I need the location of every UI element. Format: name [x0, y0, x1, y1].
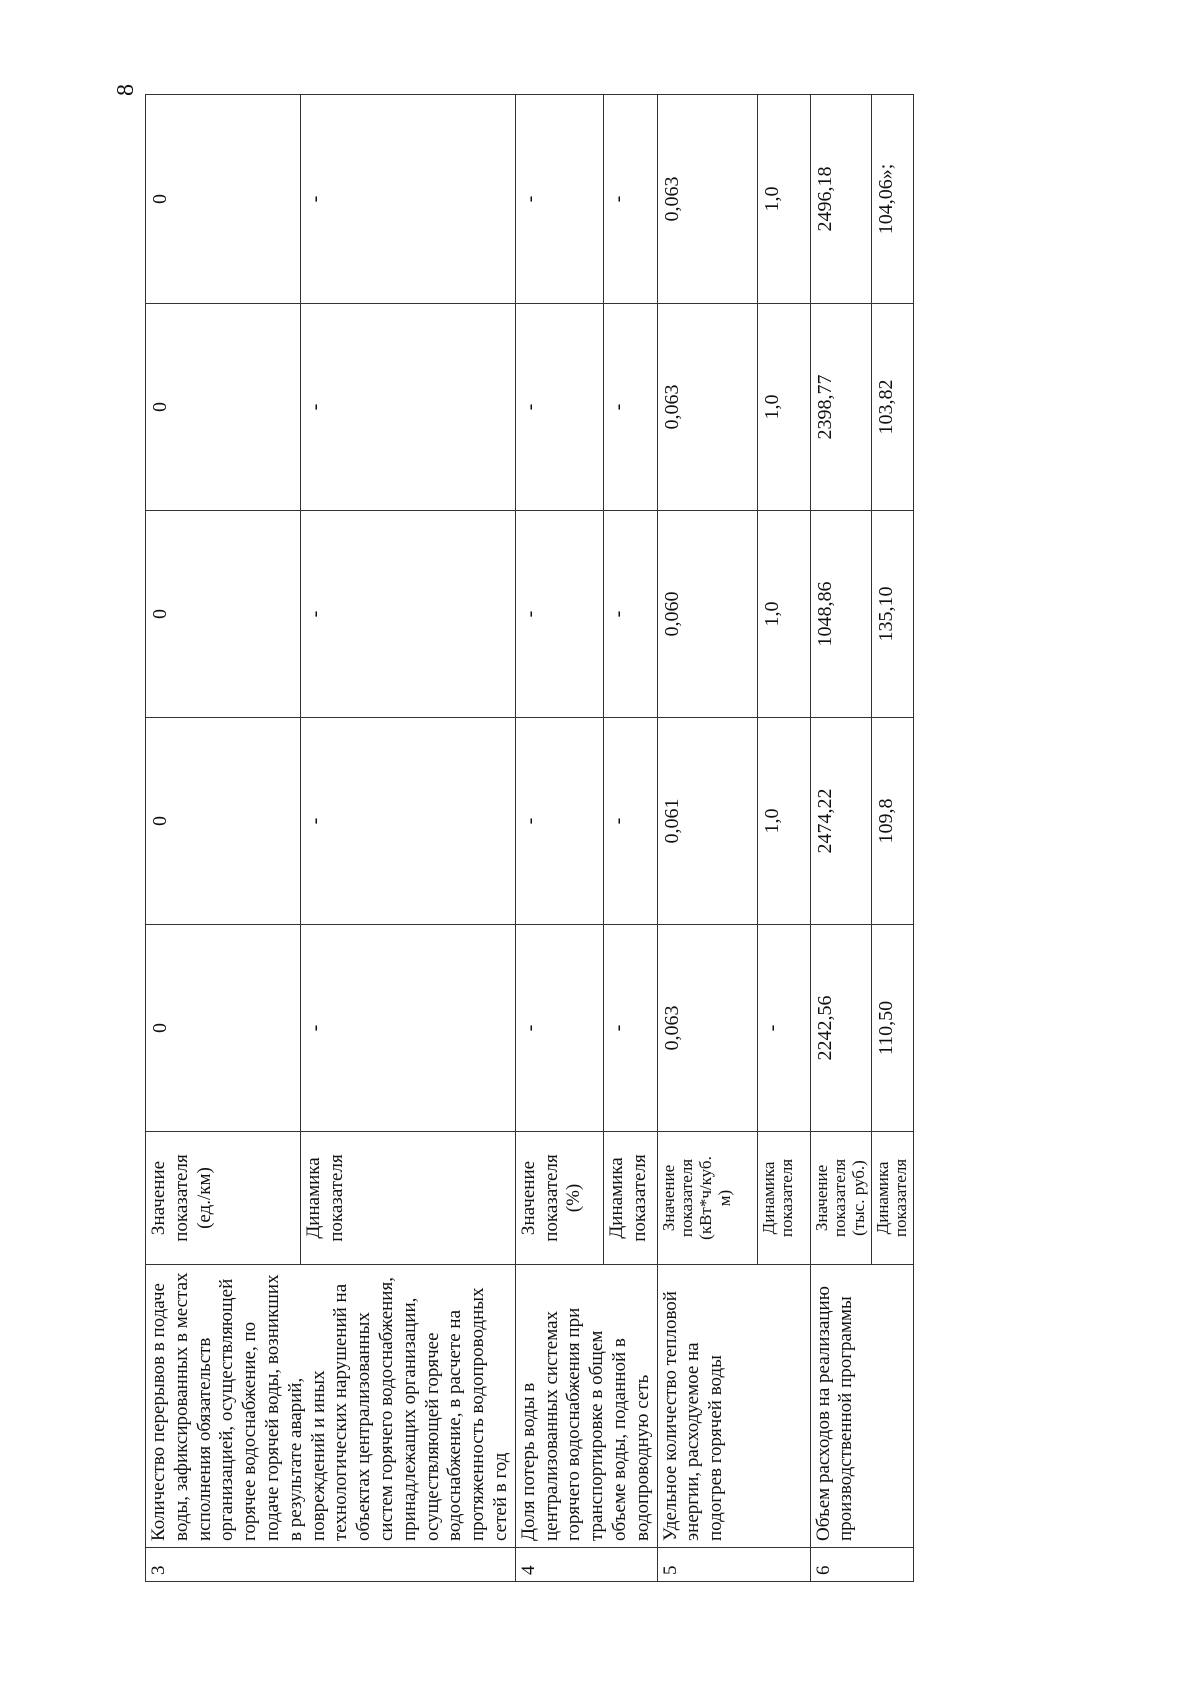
indicator-name: Доля потерь воды в централизованных системах горячего водоснабжения при транспортировке в общем объеме воды, поданной в водопроводную сеть [515, 1265, 657, 1548]
label-text: Значение показателя (тыс. руб.) [811, 1158, 868, 1238]
table-body [146, 95, 914, 1582]
value-cell: 0,060 [657, 511, 757, 718]
value-cell: - [604, 95, 657, 304]
value-cell: 103,82 [871, 304, 913, 511]
indicator-name: Удельное количество тепловой энергии, расходуемое на подогрев горячей воды [657, 1265, 810, 1548]
indicator-value-label [515, 1132, 603, 1265]
value-cell: 0,063 [657, 304, 757, 511]
value-cell: 0 [146, 511, 301, 718]
value-cell: - [515, 511, 603, 718]
value-cell: 0,063 [657, 925, 757, 1132]
value-cell: 104,06»; [871, 95, 913, 304]
value-cell: - [301, 95, 516, 304]
value-cell: 0 [146, 95, 301, 304]
indicator-name: Объем расходов на реализацию производственной программы [810, 1265, 913, 1548]
row-number: 6 [810, 1548, 913, 1582]
row-number: 3 [146, 1548, 516, 1582]
indicator-dynamics-label [301, 1132, 516, 1265]
value-cell: 2398,77 [810, 304, 871, 511]
value-cell: - [757, 925, 810, 1132]
indicator-name: Количество перерывов в подаче воды, зафиксированных в местах исполнения обязательств организацией, осуществляющей горячее водоснабжение, по подаче горячей воды, возникших в результате аварий, повреждений и иных технологических нарушений на объектах централизованных систем горячего водоснабжения, принадлежащих организации, осуществляющей горячее водоснабжение, в расчете на протяженность водопроводных сетей в год [146, 1265, 516, 1548]
value-cell: 0,063 [657, 95, 757, 304]
value-cell: 2496,18 [810, 95, 871, 304]
value-cell: - [515, 925, 603, 1132]
value-cell: 1,0 [757, 511, 810, 718]
table-row [515, 95, 603, 1582]
value-cell: 0,061 [657, 718, 757, 925]
indicator-dynamics-label [757, 1132, 810, 1265]
value-cell: 1,0 [757, 718, 810, 925]
value-cell: - [604, 511, 657, 718]
table-row [146, 95, 301, 1582]
value-cell: - [301, 718, 516, 925]
label-text: Значение показателя (ед./км) [148, 1154, 215, 1242]
label-text: Значение показателя (кВт*ч/куб. м) [658, 1156, 734, 1240]
indicator-value-label [657, 1132, 757, 1265]
value-cell: 2242,56 [810, 925, 871, 1132]
value-cell: 1,0 [757, 304, 810, 511]
indicators-table [145, 94, 914, 1582]
value-cell: - [604, 718, 657, 925]
label-text: Динамика показателя [303, 1154, 347, 1242]
label-text: Значение показателя (%) [517, 1154, 585, 1242]
value-cell: 110,50 [871, 925, 913, 1132]
label-text: Динамика показателя [872, 1158, 911, 1238]
value-cell: 1,0 [757, 95, 810, 304]
value-cell: 2474,22 [810, 718, 871, 925]
value-cell: 0 [146, 718, 301, 925]
value-cell: - [301, 304, 516, 511]
value-cell: 135,10 [871, 511, 913, 718]
page-number: 8 [113, 84, 139, 96]
value-cell: 109,8 [871, 718, 913, 925]
value-cell: - [301, 925, 516, 1132]
value-cell: 0 [146, 925, 301, 1132]
label-text: Динамика показателя [758, 1158, 797, 1238]
indicator-value-label [810, 1132, 871, 1265]
table-row [657, 95, 757, 1582]
value-cell: - [604, 304, 657, 511]
value-cell: - [515, 95, 603, 304]
value-cell: 0 [146, 304, 301, 511]
label-text: Динамика показателя [606, 1154, 651, 1242]
row-number: 5 [657, 1548, 810, 1582]
value-cell: - [515, 718, 603, 925]
indicator-dynamics-label [604, 1132, 657, 1265]
value-cell: - [604, 925, 657, 1132]
indicator-dynamics-label [871, 1132, 913, 1265]
table-row [810, 95, 871, 1582]
row-number: 4 [515, 1548, 657, 1582]
value-cell: - [301, 511, 516, 718]
value-cell: - [515, 304, 603, 511]
indicator-value-label [146, 1132, 301, 1265]
value-cell: 1048,86 [810, 511, 871, 718]
rotated-table-container [145, 95, 911, 1582]
